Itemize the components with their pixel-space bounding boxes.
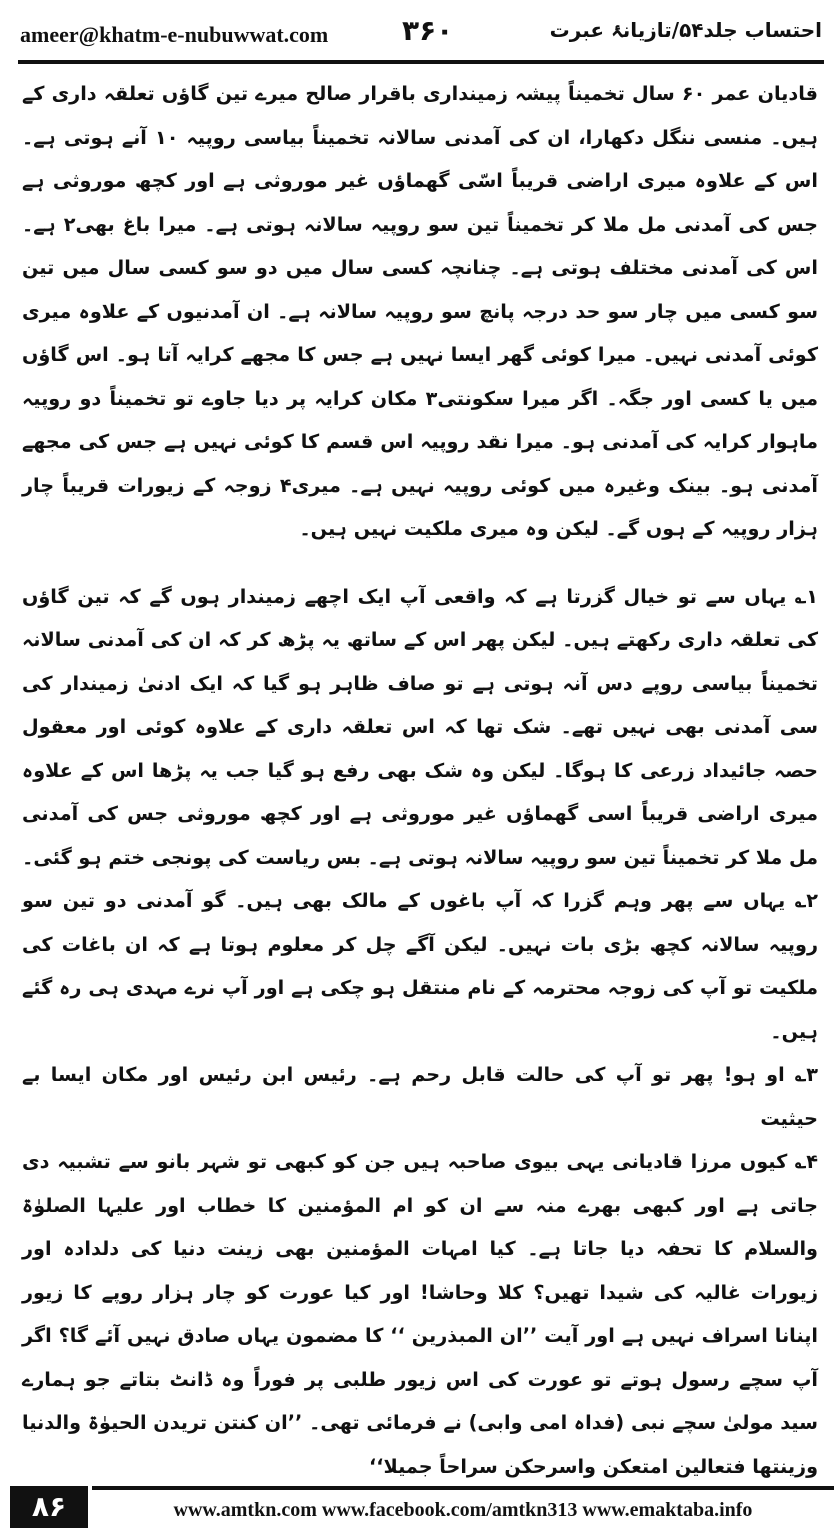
- footnote-2: ۲؎ یہاں سے پھر وہم گزرا کہ آپ باغوں کے مالک بھی ہیں۔ گو آمدنی دو تین سو روپیہ سالانہ کچھ بڑی بات نہیں۔ لیکن آگے چل کر معلوم ہوتا ہے کہ ان باغات کی ملکیت تو آپ کی زوجہ محترمہ کے نام منتقل ہو چکی ہے اور آپ نرے مہدی ہی رہ گئے ہیں۔: [22, 889, 818, 1043]
- header-rule: [18, 60, 824, 64]
- footnote-1: ۱؎ یہاں سے تو خیال گزرتا ہے کہ واقعی آپ ایک اچھے زمیندار ہوں گے کہ تین گاؤں کی تعلقہ داری رکھتے ہیں۔ لیکن پھر اس کے ساتھ یہ پڑھ کر کہ ان کی آمدنی سالانہ تخمیناً بیاسی روپے دس آنہ ہوتی ہے تو صاف ظاہر ہو گیا کہ ایک ادنیٰ زمیندار کی سی آمدنی بھی نہیں تھے۔ شک تھا کہ اس تعلقہ داری کے علاوہ کوئی اور معقول حصہ جائیداد زرعی کا ہوگا۔ لیکن وہ شک بھی رفع ہو گیا جب یہ پڑھا اس کے علاوہ میری اراضی قریباً اسی گھماؤں غیر موروثی ہے اور کچھ موروثی جس کی آمدنی مل ملا کر تخمیناً تین سو روپیہ سالانہ ہوتی ہے۔ بس ریاست کی پونجی ختم ہو گئی۔: [22, 584, 818, 869]
- page-footer: [6, 1486, 834, 1530]
- header-email[interactable]: ameer@khatm-e-nubuwwat.com: [20, 22, 329, 47]
- page-header: [18, 14, 824, 54]
- paragraph-main: قادیان عمر ۶۰ سال تخمیناً پیشہ زمینداری باقرار صالح میرے تین گاؤں تعلقہ داری کے ہیں۔ منسی ننگل دکھارا، ان کی آمدنی سالانہ تخمیناً بیاسی روپیہ ۱۰ آنے ہوتی ہے۔ اس کے علاوہ میری اراضی قریباً اسّی گھماؤں غیر موروثی ہے اور کچھ موروثی ہے جس کی آمدنی مل ملا کر تخمیناً تین سو روپیہ سالانہ ہوتی ہے۔ میرا باغ بھی۲ ہے۔ اس کی آمدنی مختلف ہوتی ہے۔ چنانچہ کسی سال میں دو سو کسی سال میں تین سو کسی میں چار سو حد درجہ پانچ سو روپیہ سالانہ ہے۔ ان آمدنیوں کے علاوہ میری کوئی آمدنی نہیں۔ میرا کوئی گھر ایسا نہیں ہے جس کا مجھے کرایہ آتا ہو۔ اس گاؤں میں یا کسی اور جگہ۔ اگر میرا سکونتی۳ مکان کرایہ پر دیا جاوے تو تخمیناً دو روپیہ ماہوار کرایہ کی آمدنی ہو۔ میرا نقد روپیہ اس قسم کا کوئی نہیں ہے جس کی مجھے آمدنی ہو۔ بینک وغیرہ میں کوئی روپیہ نہیں ہے۔ میری۴ زوجہ کے زیورات قریباً چار ہزار روپیہ کے ہوں گے۔ لیکن وہ میری ملکیت نہیں ہیں۔: [22, 82, 819, 540]
- footer-page-number: ۸۶: [10, 1486, 88, 1528]
- body-text: [22, 72, 818, 1488]
- header-page-number: ۳۶۰: [402, 14, 454, 47]
- footnote-4: ۴؎ کیوں مرزا قادیانی یہی بیوی صاحبہ ہیں جن کو کبھی تو شہر بانو سے تشبیہ دی جاتی ہے اور کبھی بھرے منہ سے ان کو ام المؤمنین کا خطاب اور علیہا الصلوٰۃ والسلام کا تحفہ دیا جاتا ہے۔ کیا امہات المؤمنین بھی زینت دنیا کی دلدادہ اور زیورات غالیہ کی شیدا تھیں؟ کلا وحاشا! اور کیا عورت کو چار ہزار روپے کا زیور اپنانا اسراف نہیں ہے اور آیت ’’ان المبذرین ‘‘ کا مضمون یہاں صادق نہیں آئے گا؟ اگر آپ سچے رسول ہوتے تو عورت کی اس زیور طلبی پر فوراً وہ ڈانٹ بتاتے جو ہمارے سید مولیٰ سچے نبی (فداہ امی وابی) نے فرمائی تھی۔ ’’ان کنتن تریدن الحیوٰۃ والدنیا وزینتھا فتعالین امتعکن واسرحکن سراحاً جمیلا‘‘: [22, 1150, 818, 1478]
- footer-links[interactable]: www.amtkn.com www.facebook.com/amtkn313 www.emaktaba.info: [92, 1486, 834, 1532]
- running-head: احتساب جلد۵۴/تازیانۂ عبرت: [549, 18, 822, 42]
- footnote-3: ۳؎ او ہو! پھر تو آپ کی حالت قابل رحم ہے۔ رئیس ابن رئیس اور مکان ایسا بے حیثیت: [22, 1063, 818, 1130]
